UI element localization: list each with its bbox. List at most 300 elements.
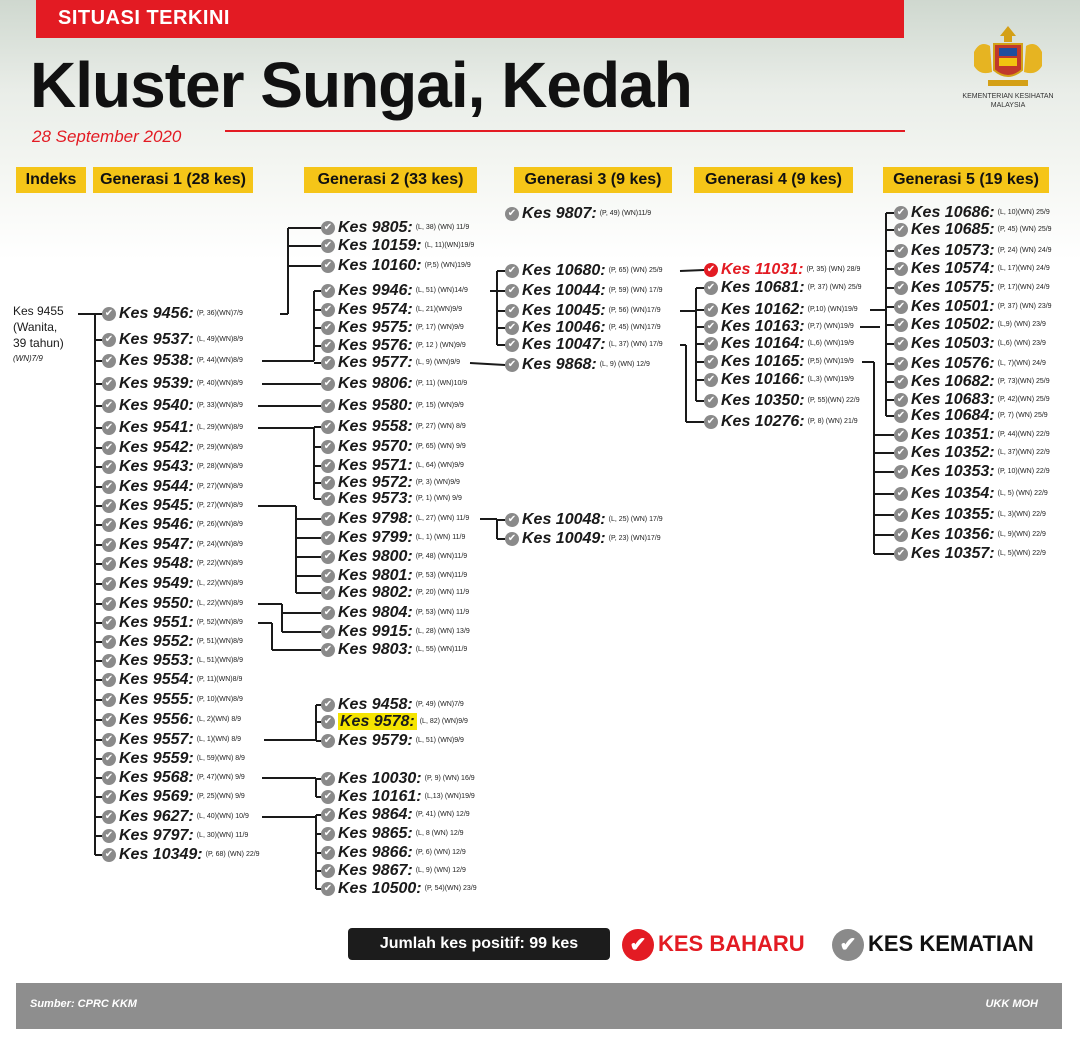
case-id: Kes 10045:: [522, 302, 606, 319]
check-icon: ✔: [894, 508, 908, 522]
ministry-name: KEMENTERIAN KESIHATAN MALAYSIA: [962, 93, 1054, 109]
case-id: Kes 11031:: [721, 261, 804, 278]
case-detail: (P, 24) (WN) 24/9: [997, 247, 1052, 254]
case-id: Kes 10352:: [911, 444, 995, 461]
case-node: [894, 298, 1052, 316]
case-detail: (P, 37) (WN) 23/9: [997, 303, 1052, 310]
case-node: [894, 444, 1050, 462]
case-id: Kes 10576:: [911, 355, 995, 372]
index-case-name: Kes 9455: [13, 304, 64, 318]
connector-line: [680, 270, 704, 271]
check-icon: ✔: [321, 420, 335, 434]
check-icon: ✔: [321, 531, 335, 545]
check-icon: ✔: [102, 307, 116, 321]
case-detail: (P, 6) (WN) 12/9: [415, 849, 466, 856]
case-id: Kes 10502:: [911, 316, 995, 333]
case-detail: (L, 51)(WN)8/9: [196, 657, 244, 664]
case-detail: (P,7) (WN)19/9: [807, 323, 854, 330]
case-id: Kes 9576:: [338, 337, 413, 354]
index-case-date: (WN)7/9: [13, 354, 43, 363]
case-detail: (P,5) (WN)19/9: [807, 358, 854, 365]
case-node: [505, 262, 663, 280]
check-icon: ✔: [321, 625, 335, 639]
check-icon: ✔: [894, 337, 908, 351]
check-icon: ✔: [102, 399, 116, 413]
case-node: [321, 301, 462, 319]
case-detail: (L, 9) (WN) 12/9: [415, 867, 466, 874]
check-icon: ✔: [102, 693, 116, 707]
case-id: Kes 10573:: [911, 242, 995, 259]
index-case-age: 39 tahun): [13, 336, 64, 350]
case-id: Kes 10166:: [721, 371, 805, 388]
case-id: Kes 10164:: [721, 335, 805, 352]
case-detail: (L,9) (WN) 23/9: [997, 321, 1046, 328]
case-node: [102, 711, 241, 729]
case-detail: (L, 17)(WN) 24/9: [997, 265, 1050, 272]
case-detail: (P, 26)(WN)8/9: [196, 521, 243, 528]
case-node: [102, 497, 243, 515]
case-id: Kes 10574:: [911, 260, 995, 277]
case-node: [505, 302, 661, 320]
case-id: Kes 9546:: [119, 516, 194, 533]
case-node: [704, 371, 854, 389]
case-id: Kes 10354:: [911, 485, 995, 502]
case-id: Kes 9866:: [338, 844, 413, 861]
case-id: Kes 10047:: [522, 336, 606, 353]
check-icon: ✔: [321, 864, 335, 878]
check-icon: ✔: [894, 428, 908, 442]
case-node: [102, 536, 243, 554]
legend-new-case: [622, 924, 805, 964]
case-id: Kes 9555:: [119, 691, 194, 708]
case-id: Kes 9577:: [338, 354, 413, 371]
case-detail: (L, 22)(WN)8/9: [196, 580, 244, 587]
case-id: Kes 9797:: [119, 827, 194, 844]
case-node: [894, 279, 1050, 297]
case-detail: (P, 22)(WN)8/9: [196, 560, 243, 567]
column-header-gen2: Generasi 2 (33 kes): [304, 167, 477, 193]
case-id: Kes 10681:: [721, 279, 805, 296]
case-id: Kes 10501:: [911, 298, 995, 315]
check-icon: ✔: [321, 356, 335, 370]
case-id: Kes 9559:: [119, 750, 194, 767]
case-node: [102, 788, 245, 806]
case-detail: (L, 5) (WN) 22/9: [997, 490, 1048, 497]
case-detail: (P, 51)(WN)8/9: [196, 638, 243, 645]
check-icon: ✔: [321, 440, 335, 454]
case-detail: (P, 44)(WN) 22/9: [997, 431, 1050, 438]
case-id: Kes 9805:: [338, 219, 413, 236]
check-icon: ✔: [321, 476, 335, 490]
case-id: Kes 10684:: [911, 407, 995, 424]
case-node: [321, 257, 471, 275]
case-id: Kes 9915:: [338, 623, 413, 640]
case-detail: (L, 22)(WN)8/9: [196, 600, 244, 607]
case-detail: (P, 65) (WN) 25/9: [608, 267, 663, 274]
case-node: [704, 353, 854, 371]
case-node: [321, 604, 469, 622]
case-node: [894, 373, 1050, 391]
check-icon: ✔: [102, 421, 116, 435]
check-icon: ✔: [894, 281, 908, 295]
case-detail: (P, 56) (WN)17/9: [608, 307, 661, 314]
case-detail: (L, 49)(WN)8/9: [196, 336, 244, 343]
case-node: [894, 426, 1050, 444]
case-id: Kes 9568:: [119, 769, 194, 786]
case-id: Kes 9539:: [119, 375, 194, 392]
check-icon: ✔: [102, 441, 116, 455]
case-detail: (P, 1) (WN) 9/9: [415, 495, 462, 502]
case-id: Kes 10351:: [911, 426, 995, 443]
case-node: [321, 641, 467, 659]
check-icon: ✔: [321, 221, 335, 235]
case-detail: (P, 55)(WN) 22/9: [807, 397, 860, 404]
case-node: [894, 204, 1050, 222]
case-node: [321, 584, 469, 602]
check-icon: ✔: [894, 318, 908, 332]
check-icon: ✔: [894, 393, 908, 407]
case-id: Kes 9798:: [338, 510, 413, 527]
case-detail: (L, 1) (WN) 11/9: [415, 534, 466, 541]
check-icon: ✔: [321, 339, 335, 353]
check-icon: ✔: [102, 713, 116, 727]
check-icon: ✔: [102, 829, 116, 843]
check-icon: ✔: [704, 263, 718, 277]
check-icon: ✔: [894, 262, 908, 276]
case-node: [102, 614, 243, 632]
case-detail: (P, 11)(WN)8/9: [196, 676, 243, 683]
case-id: Kes 10685:: [911, 221, 995, 238]
case-id: Kes 10161:: [338, 788, 422, 805]
case-detail: (P, 20) (WN) 11/9: [415, 589, 470, 596]
case-node: [102, 331, 243, 349]
case-node: [321, 713, 468, 731]
case-detail: (P, 53) (WN)11/9: [415, 572, 468, 579]
case-node: [321, 282, 468, 300]
case-id: Kes 9572:: [338, 474, 413, 491]
case-detail: (P,5) (WN)19/9: [424, 262, 471, 269]
case-node: [102, 769, 245, 787]
case-detail: (L, 28) (WN) 13/9: [415, 628, 470, 635]
case-detail: (P, 12 ) (WN)9/9: [415, 342, 466, 349]
case-detail: (L, 55) (WN)11/9: [415, 646, 468, 653]
case-node: [102, 478, 243, 496]
case-detail: (P, 42)(WN) 25/9: [997, 396, 1050, 403]
case-detail: (P, 23) (WN)17/9: [608, 535, 661, 542]
case-node: [704, 279, 862, 297]
case-id: Kes 9569:: [119, 788, 194, 805]
case-node: [894, 506, 1046, 524]
check-icon: ✔: [321, 643, 335, 657]
case-id: Kes 9865:: [338, 825, 413, 842]
case-id: Kes 9537:: [119, 331, 194, 348]
case-id: Kes 9549:: [119, 575, 194, 592]
case-id: Kes 10503:: [911, 335, 995, 352]
check-icon: ✔: [832, 929, 864, 961]
case-id: Kes 9538:: [119, 352, 194, 369]
case-id: Kes 9573:: [338, 490, 413, 507]
case-node: [102, 375, 243, 393]
case-node: [102, 352, 243, 370]
case-detail: (L, 40)(WN) 10/9: [196, 813, 249, 820]
case-node: [704, 301, 858, 319]
case-id: Kes 9552:: [119, 633, 194, 650]
case-node: [102, 846, 260, 864]
check-icon: ✔: [102, 597, 116, 611]
case-id: Kes 9800:: [338, 548, 413, 565]
check-icon: ✔: [704, 394, 718, 408]
case-node: [102, 595, 243, 613]
case-detail: (P, 9) (WN) 16/9: [424, 775, 475, 782]
case-node: [102, 555, 243, 573]
source-text: Sumber: CPRC KKM: [30, 998, 137, 1010]
case-id: Kes 9574:: [338, 301, 413, 318]
case-id: Kes 10686:: [911, 204, 995, 221]
case-node: [894, 545, 1046, 563]
case-node: [505, 530, 661, 548]
case-id: Kes 9801:: [338, 567, 413, 584]
check-icon: ✔: [102, 538, 116, 552]
case-node: [894, 526, 1046, 544]
case-detail: (P,10) (WN)19/9: [807, 306, 858, 313]
total-cases-badge: Jumlah kes positif: 99 kes: [348, 928, 610, 960]
case-detail: (L,6) (WN) 23/9: [997, 340, 1046, 347]
check-icon: ✔: [102, 733, 116, 747]
check-icon: ✔: [102, 557, 116, 571]
case-id: Kes 10353:: [911, 463, 995, 480]
check-icon: ✔: [505, 532, 519, 546]
case-node: [704, 261, 860, 279]
case-id: Kes 9802:: [338, 584, 413, 601]
case-id: Kes 9557:: [119, 731, 194, 748]
case-detail: (L, 11)(WN)19/9: [424, 242, 475, 249]
case-id: Kes 9545:: [119, 497, 194, 514]
check-icon: ✔: [321, 399, 335, 413]
check-icon: ✔: [321, 606, 335, 620]
case-detail: (P, 44)(WN)8/9: [196, 357, 243, 364]
index-case-gender: (Wanita,: [13, 320, 58, 334]
check-icon: ✔: [102, 635, 116, 649]
case-detail: (P, 45) (WN) 25/9: [997, 226, 1052, 233]
case-detail: (P, 49) (WN)11/9: [599, 210, 652, 217]
case-node: [894, 355, 1046, 373]
case-node: [321, 418, 466, 436]
credit-text: UKK MOH: [985, 998, 1038, 1010]
check-icon: ✔: [894, 300, 908, 314]
check-icon: ✔: [321, 715, 335, 729]
legend-death-case: [832, 924, 1034, 964]
case-detail: (L, 37)(WN) 22/9: [997, 449, 1050, 456]
case-detail: (P, 15) (WN)9/9: [415, 402, 464, 409]
case-detail: (P, 65) (WN) 9/9: [415, 443, 466, 450]
case-node: [321, 375, 467, 393]
case-node: [321, 337, 466, 355]
case-detail: (P, 8) (WN) 21/9: [807, 418, 858, 425]
case-id: Kes 10165:: [721, 353, 805, 370]
case-id: Kes 10044:: [522, 282, 606, 299]
case-detail: (P, 54)(WN) 23/9: [424, 885, 477, 892]
case-node: [321, 770, 475, 788]
case-detail: (L,6) (WN)19/9: [807, 340, 854, 347]
case-node: [704, 335, 854, 353]
column-header-gen4: Generasi 4 (9 kes): [694, 167, 853, 193]
check-icon: ✔: [321, 846, 335, 860]
case-detail: (L, 30)(WN) 11/9: [196, 832, 249, 839]
check-icon: ✔: [102, 377, 116, 391]
case-id: Kes 9547:: [119, 536, 194, 553]
case-detail: (L, 5)(WN) 22/9: [997, 550, 1046, 557]
case-node: [704, 392, 860, 410]
case-node: [102, 827, 248, 845]
check-icon: ✔: [102, 460, 116, 474]
case-detail: (L, 3)(WN) 22/9: [997, 511, 1046, 518]
case-node: [894, 316, 1046, 334]
case-node: [102, 458, 243, 476]
case-detail: (L, 51) (WN)14/9: [415, 287, 468, 294]
case-node: [321, 237, 474, 255]
column-header-gen3: Generasi 3 (9 kes): [514, 167, 672, 193]
case-detail: (P, 25)(WN) 9/9: [196, 793, 245, 800]
check-icon: ✔: [321, 827, 335, 841]
case-node: [894, 335, 1046, 353]
check-icon: ✔: [894, 375, 908, 389]
check-icon: ✔: [102, 518, 116, 532]
check-icon: ✔: [321, 512, 335, 526]
case-id: Kes 9458:: [338, 696, 413, 713]
check-icon: ✔: [622, 929, 654, 961]
case-id: Kes 9550:: [119, 595, 194, 612]
check-icon: ✔: [505, 284, 519, 298]
case-id: Kes 9799:: [338, 529, 413, 546]
check-icon: ✔: [894, 409, 908, 423]
case-id: Kes 9571:: [338, 457, 413, 474]
column-header-gen5: Generasi 5 (19 kes): [883, 167, 1049, 193]
case-id: Kes 10682:: [911, 373, 995, 390]
check-icon: ✔: [102, 771, 116, 785]
check-icon: ✔: [321, 882, 335, 896]
case-id: Kes 9544:: [119, 478, 194, 495]
case-node: [505, 319, 661, 337]
case-id: Kes 10163:: [721, 318, 805, 335]
case-id: Kes 9543:: [119, 458, 194, 475]
check-icon: ✔: [505, 338, 519, 352]
check-icon: ✔: [321, 259, 335, 273]
case-detail: (P, 27)(WN)8/9: [196, 483, 243, 490]
check-icon: ✔: [894, 223, 908, 237]
check-icon: ✔: [321, 492, 335, 506]
check-icon: ✔: [321, 459, 335, 473]
check-icon: ✔: [321, 377, 335, 391]
check-icon: ✔: [704, 415, 718, 429]
case-detail: (P, 11) (WN)10/9: [415, 380, 468, 387]
case-node: [321, 567, 467, 585]
case-id: Kes 9554:: [119, 671, 194, 688]
case-detail: (P, 53) (WN) 11/9: [415, 609, 470, 616]
case-node: [704, 318, 854, 336]
case-node: [321, 696, 464, 714]
check-icon: ✔: [321, 586, 335, 600]
case-node: [102, 419, 243, 437]
case-detail: (P, 28)(WN)8/9: [196, 463, 243, 470]
case-detail: (L, 59)(WN) 8/9: [196, 755, 245, 762]
check-icon: ✔: [102, 577, 116, 591]
case-node: [102, 808, 249, 826]
case-detail: (P, 40)(WN)8/9: [196, 380, 243, 387]
case-node: [505, 336, 663, 354]
column-header-index: Indeks: [16, 167, 86, 193]
check-icon: ✔: [505, 358, 519, 372]
check-icon: ✔: [102, 790, 116, 804]
check-icon: ✔: [704, 320, 718, 334]
case-detail: (P, 35) (WN) 28/9: [806, 266, 861, 273]
case-detail: (L,3) (WN)19/9: [807, 376, 854, 383]
case-detail: (P, 73)(WN) 25/9: [997, 378, 1050, 385]
case-detail: (P, 10)(WN)8/9: [196, 696, 243, 703]
case-detail: (L, 27) (WN) 11/9: [415, 515, 470, 522]
case-id: Kes 10159:: [338, 237, 422, 254]
case-id: Kes 9867:: [338, 862, 413, 879]
case-detail: (L, 29)(WN)8/9: [196, 424, 244, 431]
case-node: [321, 806, 470, 824]
case-id: Kes 9804:: [338, 604, 413, 621]
case-node: [102, 633, 243, 651]
check-icon: ✔: [102, 480, 116, 494]
check-icon: ✔: [894, 244, 908, 258]
case-id: Kes 9542:: [119, 439, 194, 456]
case-node: [321, 825, 464, 843]
case-detail: (P, 59) (WN) 17/9: [608, 287, 663, 294]
case-detail: (L, 2)(WN) 8/9: [196, 716, 242, 723]
case-detail: (P, 27)(WN)8/9: [196, 502, 243, 509]
case-node: [505, 356, 650, 374]
banner-text: SITUASI TERKINI: [58, 7, 230, 29]
case-id: Kes 9551:: [119, 614, 194, 631]
case-id: Kes 9553:: [119, 652, 194, 669]
case-detail: (P, 37) (WN) 25/9: [807, 284, 862, 291]
case-node: [321, 219, 469, 237]
check-icon: ✔: [894, 528, 908, 542]
case-id: Kes 10356:: [911, 526, 995, 543]
check-icon: ✔: [321, 790, 335, 804]
case-node: [102, 439, 243, 457]
case-node: [321, 529, 465, 547]
case-detail: (P, 36)(WN)7/9: [196, 310, 243, 317]
case-id: Kes 10048:: [522, 511, 606, 528]
connector-line: [470, 363, 505, 365]
check-icon: ✔: [505, 207, 519, 221]
check-icon: ✔: [894, 487, 908, 501]
legend-death-label: KES KEMATIAN: [868, 931, 1034, 956]
check-icon: ✔: [102, 752, 116, 766]
page-title: Kluster Sungai, Kedah: [30, 49, 692, 121]
check-icon: ✔: [894, 465, 908, 479]
case-detail: (P, 41) (WN) 12/9: [415, 811, 470, 818]
check-icon: ✔: [704, 355, 718, 369]
case-node: [102, 516, 243, 534]
case-node: [321, 457, 464, 475]
case-detail: (L, 10)(WN) 25/9: [997, 209, 1050, 216]
case-id: Kes 9575:: [338, 319, 413, 336]
case-id: Kes 10046:: [522, 319, 606, 336]
case-id: Kes 10030:: [338, 770, 422, 787]
case-node: [321, 880, 477, 898]
case-id: Kes 10276:: [721, 413, 805, 430]
legend-new-label: KES BAHARU: [658, 931, 805, 956]
case-node: [321, 862, 466, 880]
case-id: Kes 9868:: [522, 356, 597, 373]
case-detail: (L,13) (WN)19/9: [424, 793, 475, 800]
check-icon: ✔: [102, 354, 116, 368]
